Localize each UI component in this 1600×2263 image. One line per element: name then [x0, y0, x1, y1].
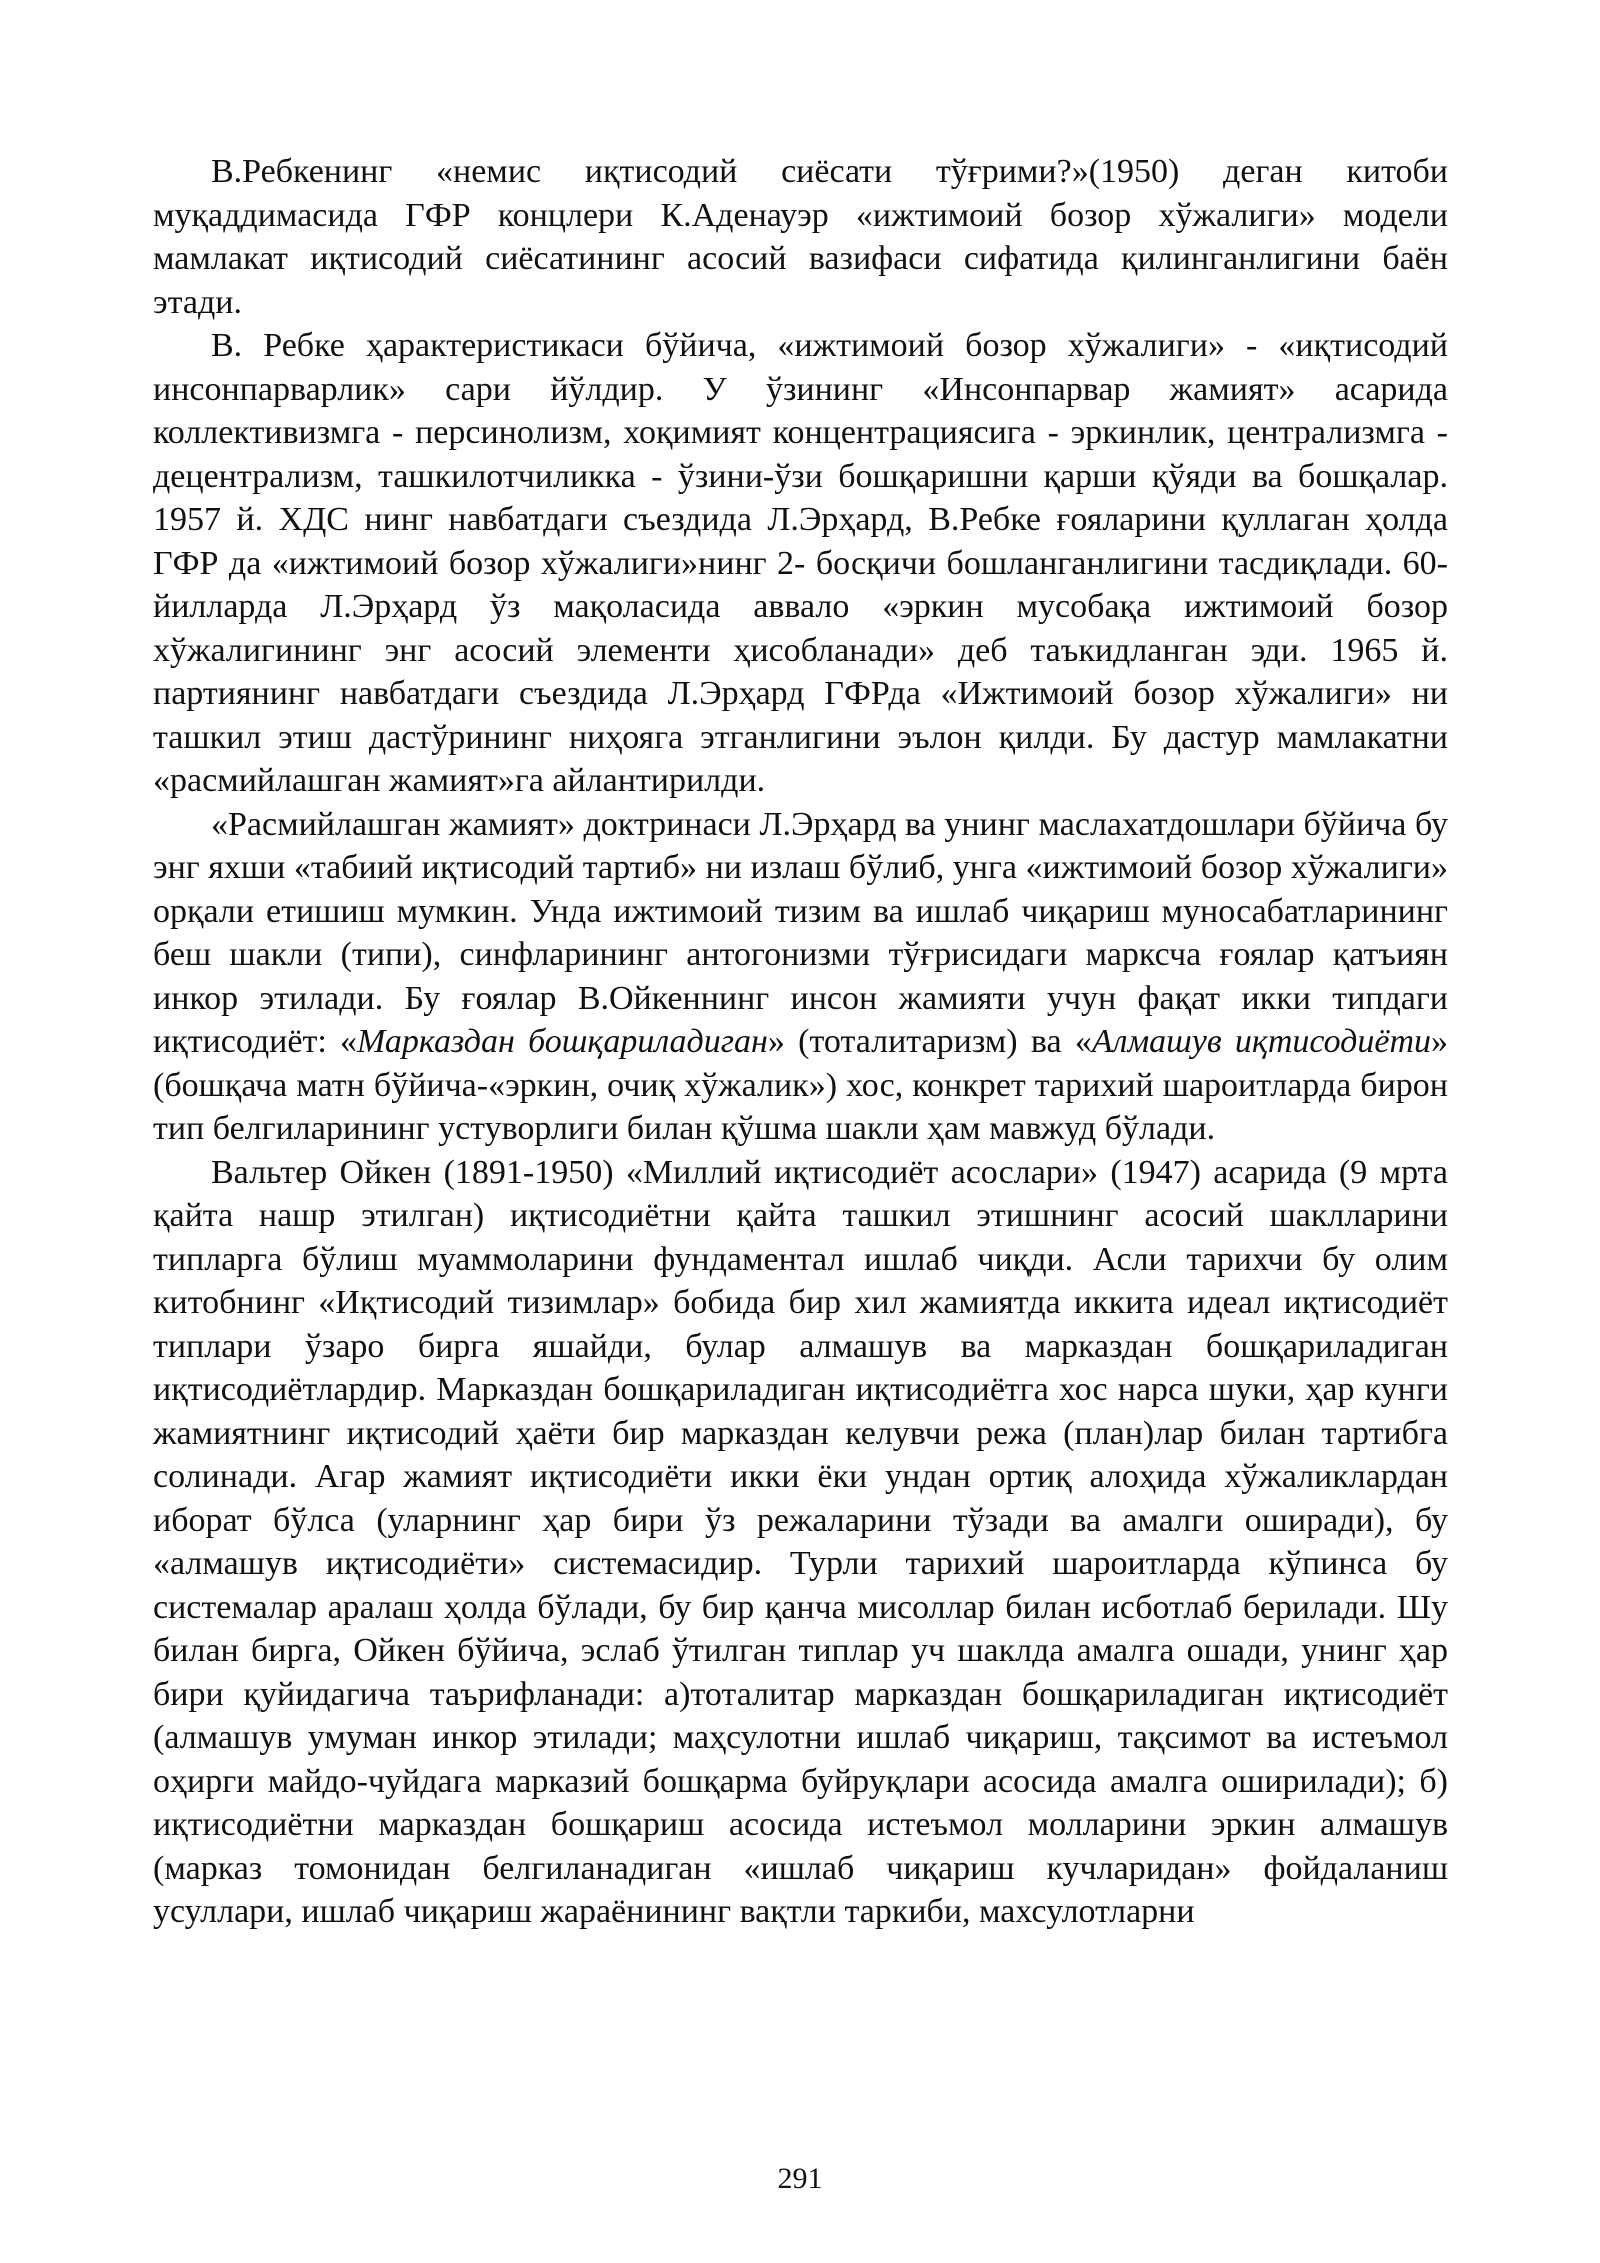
paragraph-3-italic-term-1: Марказдан бошқариладиган [357, 1023, 768, 1060]
paragraph-1-text: В.Ребкенинг «немис иқтисодий сиёсати тўғрими?»(1950) деган китоби муқаддимасида ГФР концлери К.Аденауэр «ижтимоий бозор хўжалиги» модели мамлакат иқтисодий сиёсатининг асосий вазифаси сифатида қилинганлигини баён этади. [153, 153, 1448, 321]
paragraph-3-italic-term-2: Алмашув иқтисодиёти [1091, 1023, 1432, 1060]
paragraph-1 [153, 150, 1448, 324]
paragraph-3-text-a: «Расмийлашган жамият» доктринаси Л.Эрҳард ва унинг маслахатдошлари бўйича бу энг яхши «табиий иқтисодий тартиб» ни излаш бўлиб, унга «ижтимоий бозор хўжалиги» орқали етишиш мумкин. Унда ижтимоий тизим ва ишлаб чиқариш муносабатларининг беш шакли (типи), синфларининг антогонизми тўғрисидаги марксча ғоялар қатъиян инкор этилади. Бу ғоялар В.Ойкеннинг инсон жамияти учун фақат икки типдаги иқтисодиёт: « [153, 805, 1448, 1060]
paragraph-2-text: В. Ребке ҳарактеристикаси бўйича, «ижтимоий бозор хўжалиги» - «иқтисодий инсонпарварлик» сари йўлдир. У ўзининг «Инсонпарвар жамият» асарида коллективизмга - персинолизм, хоқимият концентрациясига - эркинлик, централизмга - децентрализм, ташкилотчиликка - ўзини-ўзи бошқаришни қарши қўяди ва бошқалар. 1957 й. ХДС нинг навбатдаги съездида Л.Эрҳард, В.Ребке ғояларини қуллаган ҳолда ГФР да «ижтимоий бозор хўжалиги»нинг 2- босқичи бошланганлигини тасдиқлади. 60-йилларда Л.Эрҳард ўз мақоласида аввало «эркин мусобақа ижтимоий бозор хўжалигининг энг асосий элементи ҳисобланади» деб таъкидланган эди. 1965 й. партиянинг навбатдаги съездида Л.Эрҳард ГФРда «Ижтимоий бозор хўжалиги» ни ташкил этиш дастўрининг ниҳояга этганлигини эълон қилди. Бу дастур мамлакатни «расмийлашган жамият»га айлантирилди. [153, 327, 1448, 799]
paragraph-2 [153, 324, 1448, 803]
page-number: 291 [777, 2162, 823, 2195]
body-text [153, 150, 1448, 1934]
paragraph-4 [153, 1151, 1448, 1934]
paragraph-3-text-b: » (тоталитаризм) ва « [767, 1023, 1092, 1060]
paragraph-3 [153, 803, 1448, 1151]
paragraph-3-text-c: » (бошқача матн бўйича-«эркин, очиқ хўжалик») хос, конкрет тарихий шароитларда бирон тип белгиларининг устуворлиги билан қўшма шакли ҳам мавжуд бўлади. [153, 1023, 1449, 1147]
paragraph-4-text: Вальтер Ойкен (1891-1950) «Миллий иқтисодиёт асослари» (1947) асарида (9 мрта қайта нашр этилган) иқтисодиётни қайта ташкил этишнинг асосий шаклларини типларга бўлиш муаммоларини фундаментал ишлаб чиқди. Асли тарихчи бу олим китобнинг «Иқтисодий тизимлар» бобида бир хил жамиятда иккита идеал иқтисодиёт типлари ўзаро бирга яшайди, булар алмашув ва марказдан бошқариладиган иқтисодиётлардир. Марказдан бошқариладиган иқтисодиётга хос нарса шуки, ҳар кунги жамиятнинг иқтисодий ҳаёти бир марказдан келувчи режа (план)лар билан тартибга солинади. Агар жамият иқтисодиёти икки ёки ундан ортиқ алоҳида хўжаликлардан иборат бўлса (уларнинг ҳар бири ўз режаларини тўзади ва амалги оширади), бу «алмашув иқтисодиёти» системасидир. Турли тарихий шароитларда кўпинса бу системалар аралаш ҳолда бўлади, бу бир қанча мисоллар билан исботлаб берилади. Шу билан бирга, Ойкен бўйича, эслаб ўтилган типлар уч шаклда амалга ошади, унинг ҳар бири қуйидагича таърифланади: а)тоталитар марказдан бошқариладиган иқтисодиёт (алмашув умуман инкор этилади; маҳсулотни ишлаб чиқариш, тақсимот ва истеъмол оҳирги майдо-чуйдага марказий бошқарма буйруқлари асосида амалга оширилади); б) иқтисодиётни марказдан бошқариш асосида истеъмол молларини эркин алмашув (марказ томонидан белгиланадиган «ишлаб чиқариш кучларидан» фойдаланиш усуллари, ишлаб чиқариш жараёнининг вақтли таркиби, махсулотларни [153, 1153, 1448, 1930]
